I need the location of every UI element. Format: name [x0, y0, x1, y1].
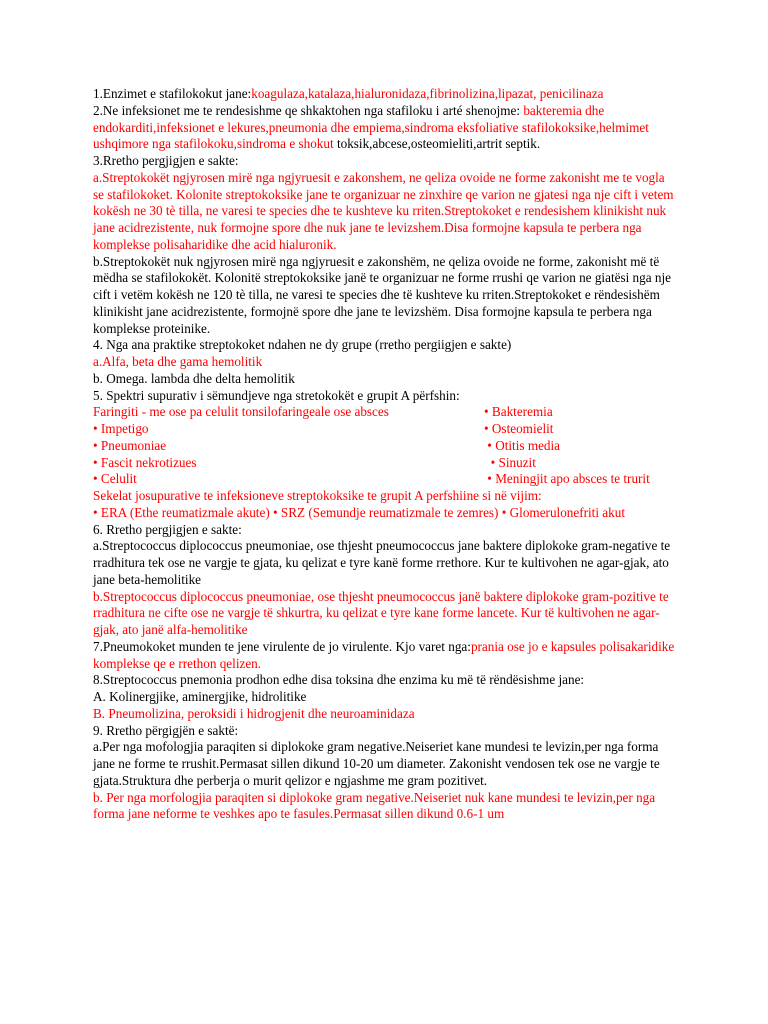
question-4-option-a: a.Alfa, beta dhe gama hemolitik: [93, 354, 263, 369]
question-1-answer: koagulaza,katalaza,hialuronidaza,fibrinolizina,lipazat, penicilinaza: [251, 86, 604, 101]
disease-row: [93, 471, 677, 488]
disease-left: • Impetigo: [93, 421, 149, 436]
disease-right: • Otitis media: [484, 437, 561, 453]
question-6-stem: 6. Rretho pergjigjen e sakte:: [93, 521, 242, 537]
question-7-answer: prania ose jo e kapsules polisakaridike komplekse qe e rrethon qelizen.: [93, 638, 675, 671]
disease-left: • Fascit nekrotizues: [93, 454, 197, 470]
disease-row: [93, 404, 677, 421]
disease-right: • Bakteremia: [484, 404, 553, 420]
question-7-stem: 7.Pneumokoket munden te jene virulente de jo virulente. Kjo varet nga:: [93, 638, 471, 654]
question-9-stem: 9. Rretho përgigjën e saktë:: [93, 722, 239, 738]
document-page: [93, 86, 677, 823]
question-1-stem: 1.Enzimet e stafilokokut jane:: [93, 86, 252, 101]
question-6-option-b: b.Streptococcus diplococcus pneumoniae, ose thjesht pneumococcus janë baktere diplokoke gram-pozitive te rradhitura ne cifte ose ne vargje të shkurtra, ku qelizat e tyre kane forme lancete. Kur të kultivohen ne agar-gjak, ato janë alfa-hemolitike: [93, 588, 669, 637]
question-1: [93, 86, 677, 103]
question-3-option-b: b.Streptokokët nuk ngjyrosen mirë nga ngjyruesit e zakonshëm, ne qeliza ovoide ne forme, zakonisht më të mëdha se stafilokokët. Kolonitë streptokoksike janë te organizuar ne forme rrushi qe varion ne giatësi nga nje cift i vetëm kokësh ne 120 tè tilla, ne varesi te species dhe të kushteve ku rriten.Streptokoket e rëndesishëm klinikisht jane acidrezistente, formojnë spore dhe jane te levizshëm. Disa formojne kapsula te perbera nga komplekse proteinike.: [93, 253, 671, 336]
question-9-option-a: a.Per nga mofologjia paraqiten si diplokoke gram negative.Neiseriet kane mundesi te levizin,per nga forma jane ne forme te rrushit.Permasat sillen dikund 10-20 um diameter. Zakonisht vendosen tek ose ne vargje te gjata.Struktura dhe perberja o murit qelizor e ngjashme me gram pozitivet.: [93, 739, 660, 788]
disease-row: [93, 438, 677, 455]
disease-row: [93, 455, 677, 472]
disease-left: Faringiti - me ose pa celulit tonsilofaringeale ose absces: [93, 404, 389, 420]
question-8-stem: 8.Streptococcus pnemonia prodhon edhe disa toksina dhe enzima ku më të rëndësishme jane:: [93, 672, 585, 688]
question-8-option-a: A. Kolinergjike, aminergjike, hidrolitike: [93, 689, 307, 704]
question-2-answer: bakteremia dhe endokarditi,infeksionet e lekures,pneumonia dhe empiema,sindroma eksfoliative stafilokoksike,helmimet ushqimore nga stafilokoku,sindroma e shokut: [93, 102, 649, 152]
disease-right: • Sinuzit: [484, 454, 536, 470]
question-5-stem: 5. Spektri supurativ i sëmundjeve nga stretokokët e grupit A përfshin:: [93, 387, 460, 403]
question-3-option-a: a.Streptokokët ngjyrosen mirë nga ngjyruesit e zakonshem, ne qeliza ovoide ne forme zakonisht me te vogla se stafilokoket. Kolonite streptokoksike jane te organizuar ne zinxhire qe varion ne gjatesi nga nje cift i vetem kokësh ne 30 tè tilla, ne varesi te species dhe te kushteve ku rriten.Streptokoket e rendesishem klinikisht nuk jane acidrezistente, nuk formojne spore dhe nuk jane te levizshem.Disa formojne kapsula te perbera nga komplekse polisaharidike dhe acid hialuronik.: [93, 169, 674, 252]
question-4-option-b: b. Omega. lambda dhe delta hemolitik: [93, 370, 295, 386]
sequelae-intro: Sekelat josupurative te infeksioneve streptokoksike te grupit A perfshiine si në vijim:: [93, 488, 542, 503]
question-2: [93, 103, 677, 153]
question-6-option-a: a.Streptococcus diplococcus pneumoniae, ose thjesht pneumococcus jane baktere diplokoke gram-negative te rradhitura tek ose ne vargje te gjata, ku qelizat e tyre kanë forme rrethore. Kur te kultivohen ne agar-gjak, ato jane beta-hemolitike: [93, 538, 671, 587]
disease-left: • Celulit: [93, 471, 137, 487]
sequelae-items: • ERA (Ethe reumatizmale akute) • SRZ (Semundje reumatizmale te zemres) • Glomerulonefriti akut: [93, 504, 626, 520]
question-2-stem: 2.Ne infeksionet me te rendesishme qe shkaktohen nga stafiloku i arté shenojme:: [93, 102, 524, 118]
disease-right: • Meningjit apo absces te trurit: [484, 471, 650, 487]
question-2-tail: toksik,abcese,osteomieliti,artrit septik.: [333, 136, 541, 152]
disease-right: • Osteomielit: [484, 421, 554, 436]
question-9-option-b: b. Per nga morfologjia paraqiten si diplokoke gram negative.Neiseriet nuk kane mundesi te levizin,per nga forma jane neforme te veshkes apo te fasules.Permasat sillen dikund 0.6-1 um: [93, 789, 656, 822]
question-8-option-b: B. Pneumolizina, peroksidi i hidrogjenit dhe neuroaminidaza: [93, 705, 415, 721]
question-7: [93, 639, 677, 673]
question-4-stem: 4. Nga ana praktike streptokoket ndahen ne dy grupe (rretho pergiigjen e sakte): [93, 337, 512, 353]
disease-left: • Pneumoniae: [93, 437, 167, 453]
question-3-stem: 3.Rretho pergjigjen e sakte:: [93, 153, 239, 168]
disease-row: [93, 421, 677, 438]
